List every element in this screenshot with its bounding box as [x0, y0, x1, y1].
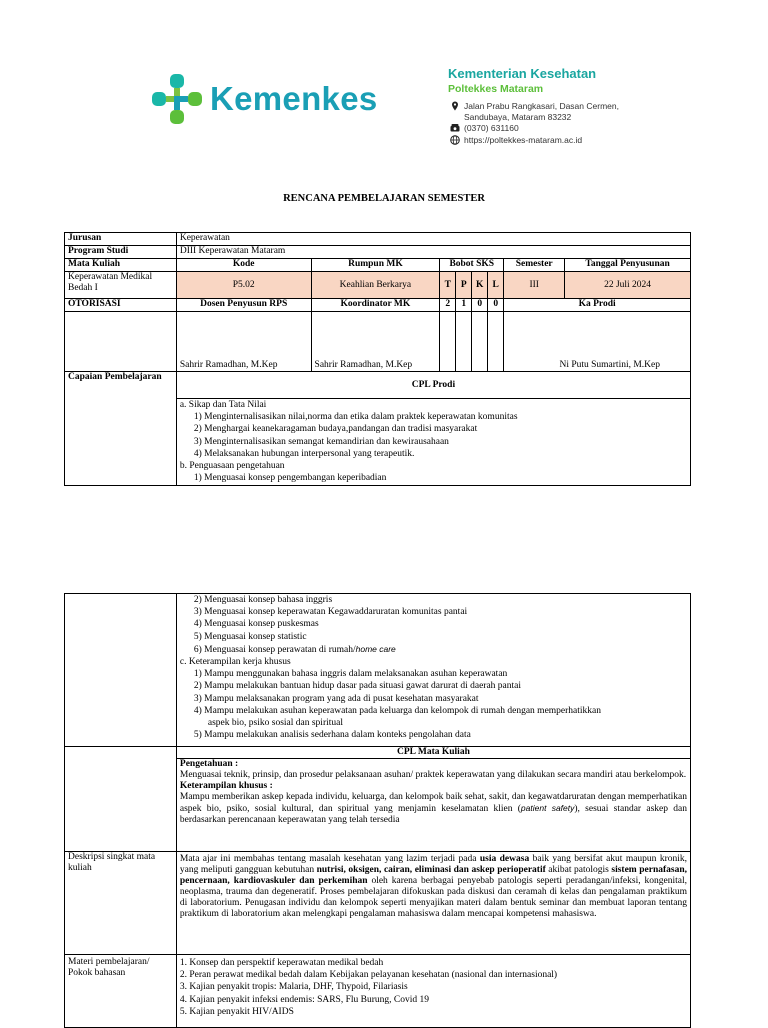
cpl-prodi-label: CPL Prodi — [176, 372, 690, 399]
cpl-list-item: 4) Mampu melakukan asuhan keperawatan pada keluarga dan kelompok di rumah dengan memperhatikkan — [193, 705, 602, 716]
mk-value: Keperawatan Medikal Bedah I — [65, 272, 177, 299]
cpl-list-item: 1) Mampu menggunakan bahasa inggris dalam melaksanakan asuhan keperawatan — [193, 669, 508, 680]
cpl-list-item: 5) Mampu melakukan analisis sederhana dalam konteks pengolahan data — [193, 730, 471, 741]
cpl-list-item: 4) Menguasai konsep puskesmas — [193, 619, 319, 630]
cpl-list-item: 1) Menguasai konsep pengembangan keperibadian — [193, 473, 387, 484]
phone-number: (0370) 631160 — [464, 123, 519, 133]
tanggal-label: Tanggal Penyusunan — [565, 259, 691, 272]
phone-icon — [450, 123, 464, 135]
prodi-label: Program Studi — [65, 246, 177, 259]
cpl-list-item: 1) Menginternalisasikan nilai,norma dan etika dalam praktek keperawatan komunitas — [193, 412, 518, 423]
sig-empty-k — [472, 312, 488, 372]
materi-list-item: 4. Kajian penyakit infeksi endemis: SARS, Flu Burung, Covid 19 — [179, 994, 429, 1005]
sig-empty-p — [456, 312, 472, 372]
pengetahuan-text: Menguasai teknik, prinsip, dan prosedur pelaksanaan asuhan/ praktek keperawatan yang dilakukan secara mandiri atau berkelompok. — [179, 770, 687, 780]
deskripsi-text: Mata ajar ini membahas tentang masalah kesehatan yang lazim terjadi pada usia dewasa baik yang bersifat akut maupun kronik, yang meliputi gangguan kebutuhan nutrisi, oksigen, cairan, eliminasi dan askep perioperatif akibat patologis sistem pernafasan, pencernaan, kardiovaskuler dan perkemihan oleh karena berbagai penyebab patologis seperti peradangan/infeksi, kongenital, neoplasma, trauma dan degeneratif. Proses pembelajaran difokuskan pada diskusi dan ceramah di kelas dan pengalaman praktikum di laboratorium. Penugasan individu dan kelompok seperti menyajikan materi dalam bentuk seminar dan membuat laporan tentang praktikum di laboratorium akan melengkapi pengalaman mahasiswa dalam mencapai kompetensi mahasiswa. — [176, 852, 690, 955]
cpl-list-item: 3) Menguasai konsep keperawatan Kegawaddaruratan komunitas pantai — [193, 607, 468, 618]
cpl-list-item: b. Penguasaan pengetahuan — [179, 461, 285, 472]
deskripsi-label: Deskripsi singkat mata kuliah — [65, 852, 177, 955]
prodi-value: DIII Keperawatan Mataram — [176, 246, 690, 259]
dosen-label: Dosen Penyusun RPS — [176, 299, 311, 312]
rps-detail-table — [64, 593, 691, 1028]
cpl-mk-left — [65, 747, 177, 852]
t-value: 2 — [440, 299, 456, 312]
location-pin-icon — [450, 101, 464, 114]
p-value: 1 — [456, 299, 472, 312]
kaprodi-label: Ka Prodi — [504, 299, 691, 312]
cpl-list-item: 5) Menguasai konsep statistic — [193, 631, 307, 642]
materi-list-item: 3. Kajian penyakit tropis: Malaria, DHF, Thypoid, Filariasis — [179, 982, 408, 993]
cpl-list-item: 2) Menguasai konsep bahasa inggris — [193, 595, 333, 605]
kode-value: P5.02 — [176, 272, 311, 299]
address-line2: Sandubaya, Mataram 83232 — [464, 112, 572, 122]
rumpun-value: Keahlian Berkarya — [311, 272, 440, 299]
otorisasi-empty — [65, 312, 177, 372]
semester-label: Semester — [504, 259, 565, 272]
cpl-mk-header: CPL Mata Kuliah — [176, 747, 690, 759]
cpl-list-item: 6) Menguasai konsep perawatan di rumah/home care — [193, 643, 396, 655]
capaian-label: Capaian Pembelajaran — [65, 372, 177, 486]
materi-list-item: 1. Konsep dan perspektif keperawatan medikal bedah — [179, 958, 384, 968]
mk-label: Mata Kuliah — [65, 259, 177, 272]
contact-block — [450, 101, 619, 148]
cpl-list-item: 2) Mampu melakukan bantuan hidup dasar pada situasi gawat darurat di daerah pantai — [193, 681, 522, 692]
org-name: Kementerian Kesehatan — [448, 66, 597, 81]
jurusan-label: Jurusan — [65, 233, 177, 246]
cpl-part2 — [176, 594, 690, 747]
kode-label: Kode — [176, 259, 311, 272]
org-name-block — [448, 66, 596, 95]
p-label: P — [456, 272, 472, 299]
logo-wordmark: Kemenkes — [210, 80, 378, 117]
tanggal-value: 22 Juli 2024 — [565, 272, 691, 299]
cpl-list-item: 2) Menghargai keanekaragaman budaya,pandangan dan tradisi masyarakat — [193, 424, 478, 435]
cpl-part2-left — [65, 594, 177, 747]
cpl-list-item: a. Sikap dan Tata Nilai — [179, 400, 267, 410]
cpl-mk-body — [176, 759, 690, 852]
t-label: T — [440, 272, 456, 299]
org-sub: Poltekkes Mataram — [448, 83, 544, 95]
materi-list-item: 2. Peran perawat medikal bedah dalam Kebijakan pelayanan kesehatan (nasional dan internasional) — [179, 970, 558, 981]
materi-list-cell — [176, 955, 690, 1028]
cpl-list-item: aspek bio, psiko sosial dan spiritual — [207, 718, 343, 729]
materi-list-item: 5. Kajian penyakit HIV/AIDS — [179, 1006, 294, 1017]
l-value: 0 — [488, 299, 504, 312]
rumpun-label: Rumpun MK — [311, 259, 440, 272]
otorisasi-label: OTORISASI — [65, 299, 177, 312]
cpl-part1 — [176, 399, 690, 486]
dosen-name: Sahrir Ramadhan, M.Kep — [176, 312, 311, 372]
k-label: K — [472, 272, 488, 299]
kaprodi-name: Ni Putu Sumartini, M.Kep — [504, 312, 691, 372]
semester-value: III — [504, 272, 565, 299]
koordinator-label: Koordinator MK — [311, 299, 440, 312]
cpl-list-item: 3) Mampu melaksanakan program yang ada di pusat kesehatan masyarakat — [193, 693, 479, 704]
rps-info-table — [64, 232, 691, 486]
keterampilan-label: Keterampilan khusus : — [179, 781, 273, 791]
globe-icon — [450, 135, 464, 148]
kemenkes-logo-mark — [150, 72, 206, 128]
sig-empty-t — [440, 312, 456, 372]
cpl-list-item: 4) Melaksanakan hubungan interpersonal yang terapeutik. — [193, 448, 415, 459]
l-label: L — [488, 272, 504, 299]
cpl-list-item: c. Keterampilan kerja khusus — [179, 657, 291, 668]
keterampilan-text: Mampu memberikan askep kepada individu, keluarga, dan kelompok baik sehat, sakit, dan kegawatdaruratan dengan memperhatikan aspek bio, psiko, sosial kultural, dan spiritual yang menjamin keselamatan klien (patient safety), sesuai standar askep dan berdasarkan perencanaan keperawatan yang telah tersedia — [179, 792, 687, 825]
pengetahuan-label: Pengetahuan : — [179, 759, 239, 769]
bobot-label: Bobot SKS — [440, 259, 504, 272]
materi-label: Materi pembelajaran/ Pokok bahasan — [65, 955, 177, 1028]
address-line1: Jalan Prabu Rangkasari, Dasan Cermen, — [464, 101, 619, 111]
sig-empty-l — [488, 312, 504, 372]
website-link[interactable]: https://poltekkes-mataram.ac.id — [464, 135, 583, 145]
jurusan-value: Keperawatan — [176, 233, 690, 246]
koordinator-name: Sahrir Ramadhan, M.Kep — [311, 312, 440, 372]
k-value: 0 — [472, 299, 488, 312]
cpl-list-item: 3) Menginternalisasikan semangat kemandirian dan kewirausahaan — [193, 436, 449, 447]
doc-title: RENCANA PEMBELAJARAN SEMESTER — [283, 193, 485, 204]
